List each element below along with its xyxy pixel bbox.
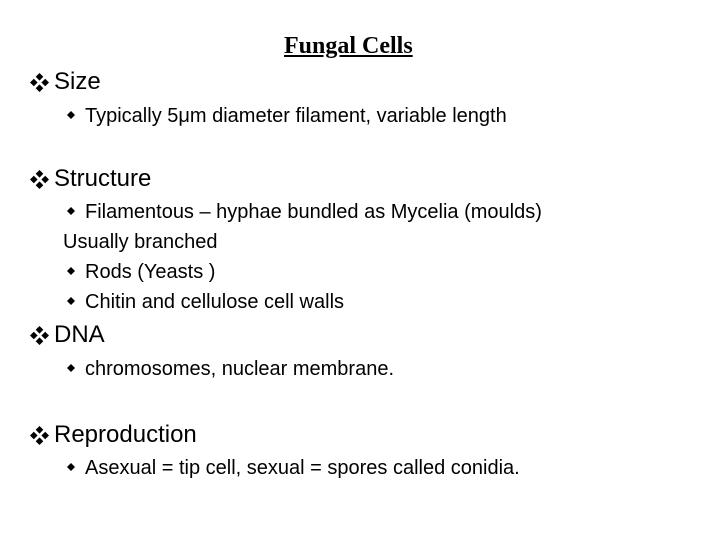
heading-dna-label: DNA xyxy=(54,321,105,348)
diamond-bullet-icon xyxy=(67,267,75,275)
bullet-structure-1 xyxy=(63,200,542,224)
heading-reproduction-label: Reproduction xyxy=(54,421,197,448)
heading-size xyxy=(30,68,101,96)
heading-structure xyxy=(30,165,151,193)
bullet-structure-3 xyxy=(63,290,344,314)
heading-reproduction xyxy=(30,421,197,449)
four-diamond-bullet-icon xyxy=(30,73,49,92)
structure-continuation: Usually branched xyxy=(63,231,218,253)
bullet-structure-1-text: Filamentous – hyphae bundled as Mycelia (moulds) xyxy=(85,201,542,223)
heading-structure-label: Structure xyxy=(54,165,152,192)
bullet-dna-1 xyxy=(63,357,394,381)
bullet-reproduction-1-text: Asexual = tip cell, sexual = spores called conidia. xyxy=(85,457,520,479)
bullet-size-1-text: Typically 5μm diameter filament, variable length xyxy=(85,105,507,127)
diamond-bullet-icon xyxy=(67,463,75,471)
diamond-bullet-icon xyxy=(67,364,75,372)
bullet-dna-1-text: chromosomes, nuclear membrane. xyxy=(85,358,395,380)
four-diamond-bullet-icon xyxy=(30,326,49,345)
heading-size-label: Size xyxy=(54,68,101,95)
bullet-reproduction-1 xyxy=(63,456,520,480)
four-diamond-bullet-icon xyxy=(30,170,49,189)
diamond-bullet-icon xyxy=(67,297,75,305)
diamond-bullet-icon xyxy=(67,207,75,215)
bullet-structure-3-text: Chitin and cellulose cell walls xyxy=(85,291,345,313)
bullet-structure-2 xyxy=(63,260,215,284)
bullet-structure-2-text: Rods (Yeasts ) xyxy=(85,261,216,283)
slide-title: Fungal Cells xyxy=(284,33,413,59)
four-diamond-bullet-icon xyxy=(30,426,49,445)
bullet-size-1 xyxy=(63,104,507,128)
heading-dna xyxy=(30,321,105,349)
diamond-bullet-icon xyxy=(67,111,75,119)
